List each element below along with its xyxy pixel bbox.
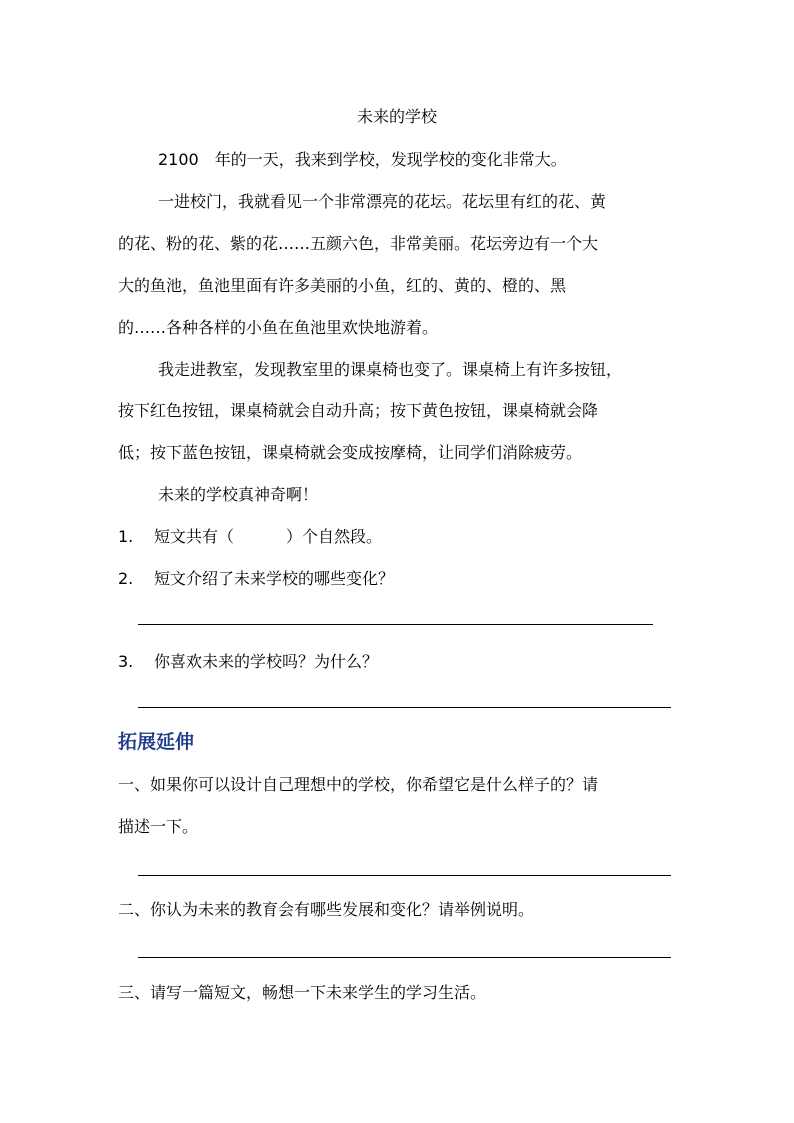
story-paragraph-2-line-2: 的花、粉的花、紫的花……五颜六色，非常美丽。花坛旁边有一个大 <box>118 234 599 253</box>
story-paragraph-4: 未来的学校真神奇啊！ <box>158 485 319 504</box>
extension-item-1-line-1: 一、如果你可以设计自己理想中的学校，你希望它是什么样子的？请 <box>118 775 599 794</box>
question-3-text: 你喜欢未来的学校吗？为什么？ <box>154 652 379 671</box>
extension-item-1-line-2: 描述一下。 <box>118 817 199 836</box>
story-paragraph-3-line-3: 低；按下蓝色按钮，课桌椅就会变成按摩椅，让同学们消除疲劳。 <box>118 443 583 462</box>
question-1-number: 1. <box>118 527 134 546</box>
question-1 <box>118 527 382 547</box>
story-paragraph-3-line-1: 我走进教室，发现教室里的课桌椅也变了。课桌椅上有许多按钮， <box>158 360 623 379</box>
question-3-number: 3. <box>118 652 134 671</box>
story-paragraph-2-line-1: 一进校门，我就看见一个非常漂亮的花坛。花坛里有红的花、黄 <box>158 192 607 211</box>
answer-line-question-3[interactable] <box>138 707 671 708</box>
question-2-text: 短文介绍了未来学校的哪些变化？ <box>154 569 395 588</box>
answer-line-question-2[interactable] <box>138 624 653 625</box>
story-paragraph-3-line-2: 按下红色按钮，课桌椅就会自动升高；按下黄色按钮，课桌椅就会降 <box>118 401 599 420</box>
question-2 <box>118 569 394 589</box>
page-title: 未来的学校 <box>356 107 437 126</box>
question-2-number: 2. <box>118 569 134 588</box>
question-3 <box>118 652 378 672</box>
extension-item-3: 三、请写一篇短文，畅想一下未来学生的学习生活。 <box>118 983 487 1002</box>
answer-line-extension-2[interactable] <box>138 957 671 958</box>
extension-item-2: 二、你认为未来的教育会有哪些发展和变化？请举例说明。 <box>118 900 535 919</box>
story-paragraph-2-line-3: 大的鱼池，鱼池里面有许多美丽的小鱼，红的、黄的、橙的、黑 <box>118 276 567 295</box>
question-1-text-a: 短文共有（ <box>154 527 235 546</box>
answer-line-extension-1[interactable] <box>138 875 671 876</box>
story-paragraph-2-line-4: 的……各种各样的小鱼在鱼池里欢快地游着。 <box>118 318 439 337</box>
question-1-text-b: ）个自然段。 <box>286 527 383 546</box>
story-paragraph-1: 2100 年的一天，我来到学校，发现学校的变化非常大。 <box>158 150 567 169</box>
extension-heading: 拓展延伸 <box>118 731 195 753</box>
